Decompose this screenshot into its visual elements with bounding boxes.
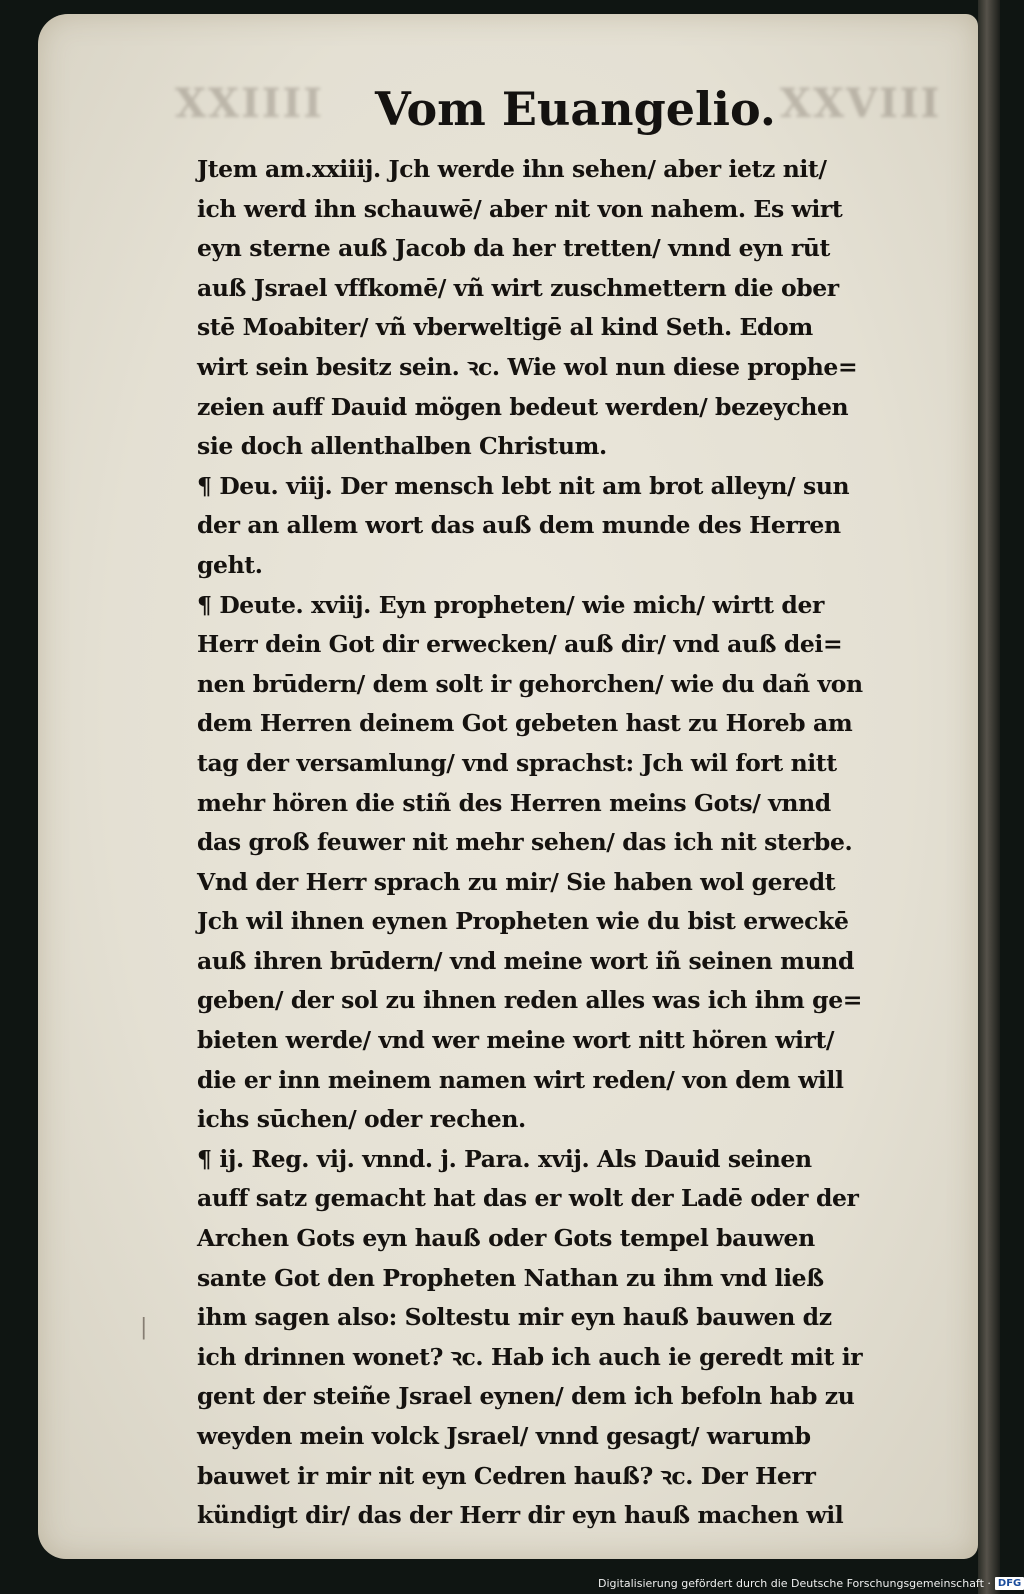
text-line: das groß feuwer nit mehr sehen/ das ich nit sterbe. [197,828,853,857]
text-line: stē Moabiter/ vñ vberweltigē al kind Seth. Edom [197,313,813,342]
body-text [197,150,947,1536]
text-line: bieten werde/ vnd wer meine wort nitt hören wirt/ [197,1026,835,1055]
text-line: mehr hören die stiñ des Herren meins Gots/ vnnd [197,788,831,817]
text-line: auß Jsrael vffkomē/ vñ wirt zuschmettern die ober [197,273,839,302]
text-line: der an allem wort das auß dem munde des Herren [197,511,841,540]
text-line: weyden mein volck Jsrael/ vnnd gesagt/ warumb [197,1422,811,1450]
text-line: dem Herren deinem Got gebeten hast zu Horeb am [197,709,853,738]
text-line: ichs sūchen/ oder rechen. [197,1105,526,1134]
text-line: wirt sein besitz sein. ꝛc. Wie wol nun diese prophe= [197,352,858,381]
text-line: bauwet ir mir nit eyn Cedren hauß? ꝛc. Der Herr [197,1461,816,1490]
page-title: Vom Euangelio. [375,82,776,136]
digitization-footer [598,1575,1024,1591]
dfg-logo[interactable]: DFG [995,1577,1024,1590]
text-line: ¶ Deute. xviij. Eyn propheten/ wie mich/ wirtt der [197,590,824,619]
show-through-folio-right: XXVIII [780,80,942,127]
text-line: ich werd ihn schauwē/ aber nit von nahem. Es wirt [197,194,843,223]
text-line: tag der versamlung/ vnd sprachst: Jch wil fort nitt [197,748,837,777]
text-line: sante Got den Propheten Nathan zu ihm vnd ließ [197,1263,824,1292]
text-line: ¶ Deu. viij. Der mensch lebt nit am brot alleyn/ sun [197,471,850,500]
text-line: Jtem am.xxiiij. Jch werde ihn sehen/ aber ietz nit/ [197,155,827,183]
text-line: ich drinnen wonet? ꝛc. Hab ich auch ie geredt mit ir [197,1342,863,1371]
text-line: gent der steiñe Jsrael eynen/ dem ich befoln hab zu [197,1382,855,1411]
text-line: kündigt dir/ das der Herr dir eyn hauß machen wil [197,1501,844,1530]
show-through-folio-left: XXIIII [175,80,324,127]
book-edge [978,0,1000,1594]
text-line: geben/ der sol zu ihnen reden alles was ich ihm ge= [197,986,863,1015]
text-line: Jch wil ihnen eynen Propheten wie du bist erweckē [197,907,849,936]
text-line: auß ihren brūdern/ vnd meine wort iñ seinen mund [197,946,854,975]
text-line: eyn sterne auß Jacob da her tretten/ vnnd eyn rūt [197,234,830,263]
text-line: ¶ ij. Reg. vij. vnnd. j. Para. xvij. Als Dauid seinen [197,1144,812,1173]
text-line: Herr dein Got dir erwecken/ auß dir/ vnd auß dei= [197,630,843,659]
text-line: sie doch allenthalben Christum. [197,432,607,461]
text-line: auff satz gemacht hat das er wolt der Ladē oder der [197,1184,859,1213]
text-line: zeien auff Dauid mögen bedeut werden/ bezeychen [197,392,849,421]
text-line: ihm sagen also: Soltestu mir eyn hauß bauwen dz [197,1303,832,1332]
marginal-mark: | [140,1315,148,1340]
text-line: geht. [197,550,263,579]
text-line: die er inn meinem namen wirt reden/ von dem will [197,1065,844,1094]
text-line: nen brūdern/ dem solt ir gehorchen/ wie du dañ von [197,669,863,698]
text-line: Archen Gots eyn hauß oder Gots tempel bauwen [197,1224,815,1253]
funding-credit: Digitalisierung gefördert durch die Deutsche Forschungsgemeinschaft · [598,1576,991,1590]
text-line: Vnd der Herr sprach zu mir/ Sie haben wol geredt [197,867,836,896]
